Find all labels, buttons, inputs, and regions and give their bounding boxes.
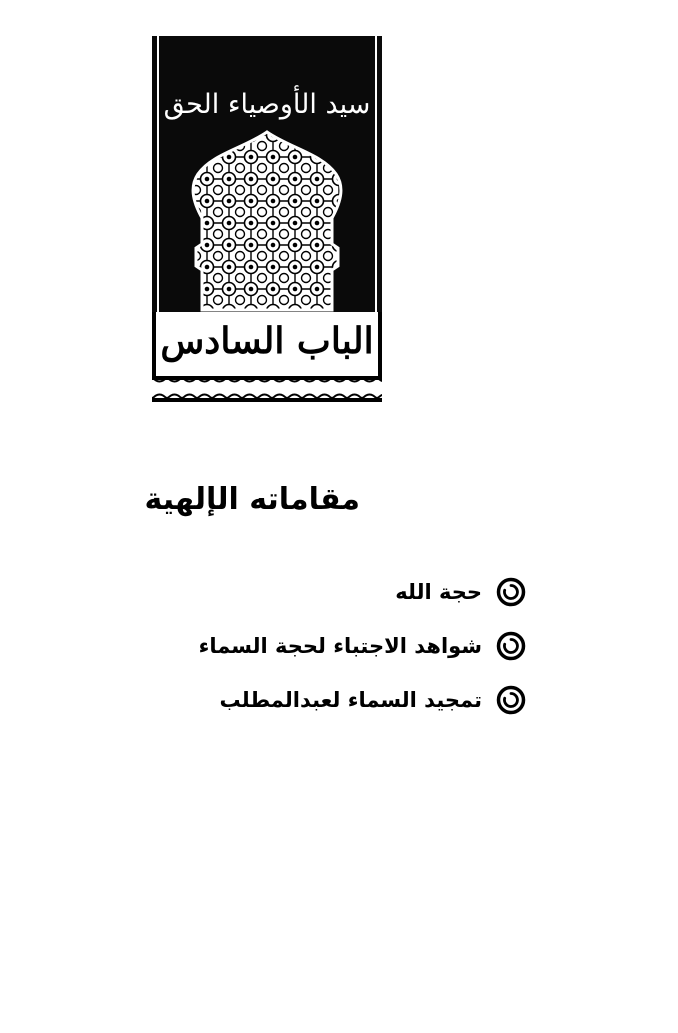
emblem-calligraphy: سيد الأوصياء الحق xyxy=(163,89,371,120)
toc-item-label: حجة الله xyxy=(395,580,482,604)
toc-item-2[interactable] xyxy=(199,619,526,673)
table-of-contents xyxy=(199,565,526,727)
toc-item-label: شواهد الاجتباء لحجة السماء xyxy=(198,634,482,658)
ring-bullet-icon xyxy=(496,631,526,661)
toc-item-3[interactable] xyxy=(199,673,526,727)
toc-item-label: تمجيد السماء لعبدالمطلب xyxy=(219,688,482,712)
section-title: مقاماته الإلهية xyxy=(144,482,360,517)
chapter-emblem xyxy=(152,36,382,402)
chapter-title: الباب السادس xyxy=(160,320,374,362)
ring-bullet-icon xyxy=(496,577,526,607)
toc-item-1[interactable] xyxy=(199,565,526,619)
ring-bullet-icon xyxy=(496,685,526,715)
